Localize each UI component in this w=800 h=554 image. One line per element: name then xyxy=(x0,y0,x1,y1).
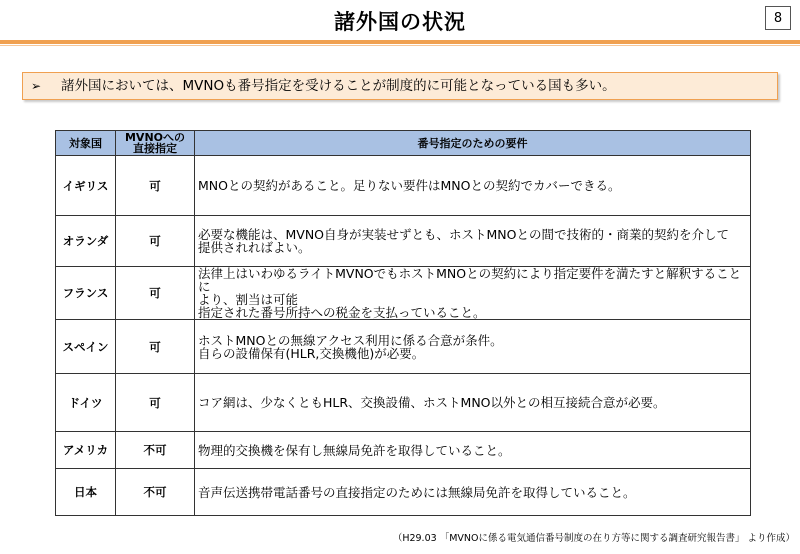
requirements-cell xyxy=(195,320,751,374)
summary-text: 諸外国においては、MVNOも番号指定を受けることが制度的に可能となっている国も多い。 xyxy=(61,78,616,94)
direct-assignment-cell: 可 xyxy=(116,320,195,374)
title-divider-thin xyxy=(0,45,800,46)
page-number: 8 xyxy=(765,6,791,30)
requirements-cell xyxy=(195,156,751,216)
requirements-cell xyxy=(195,469,751,516)
requirements-cell xyxy=(195,267,751,320)
requirement-line: 法律上はいわゆるライトMVNOでもホストMNOとの契約により指定要件を満たすと解釈することに xyxy=(198,266,742,294)
requirement-line: 自らの設備保有(HLR,交換機他)が必要。 xyxy=(198,345,425,361)
country-cell: イギリス xyxy=(56,156,116,216)
direct-assignment-cell: 可 xyxy=(116,156,195,216)
table-header-row xyxy=(56,131,751,156)
header-direct-assignment xyxy=(116,131,195,156)
title-divider xyxy=(0,40,800,44)
table-row xyxy=(56,216,751,267)
arrow-bullet-icon: ➢ xyxy=(31,79,42,93)
table-row xyxy=(56,156,751,216)
header-direct-line2: 直接指定 xyxy=(133,142,177,155)
requirement-line: コア網は、少なくともHLR、交換設備、ホストMNO以外との相互接続合意が必要。 xyxy=(198,395,666,410)
requirements-table xyxy=(55,130,751,516)
country-cell: フランス xyxy=(56,267,116,320)
requirement-line: 音声伝送携帯電話番号の直接指定のためには無線局免許を取得していること。 xyxy=(198,484,636,500)
table-body xyxy=(56,156,751,516)
country-cell: オランダ xyxy=(56,216,116,267)
direct-assignment-cell: 可 xyxy=(116,216,195,267)
country-cell: ドイツ xyxy=(56,374,116,432)
requirement-line: より、割当は可能 xyxy=(198,292,299,307)
table-row xyxy=(56,374,751,432)
table-row xyxy=(56,267,751,320)
requirement-line: 指定された番号所持への税金を支払っていること。 xyxy=(198,305,486,320)
country-cell: 日本 xyxy=(56,469,116,516)
requirements-cell xyxy=(195,216,751,267)
direct-assignment-cell: 可 xyxy=(116,374,195,432)
requirement-line: 必要な機能は、MVNO自身が実装せずとも、ホストMNOとの間で技術的・商業的契約を介して xyxy=(198,227,730,242)
requirement-line: MNOとの契約があること。足りない要件はMNOとの契約でカバーできる。 xyxy=(198,178,621,193)
requirement-line: ホストMNOとの無線アクセス利用に係る合意が条件。 xyxy=(198,332,503,348)
direct-assignment-cell: 不可 xyxy=(116,432,195,469)
country-cell: スペイン xyxy=(56,320,116,374)
header-country: 対象国 xyxy=(56,131,116,156)
table-row xyxy=(56,432,751,469)
country-cell: アメリカ xyxy=(56,432,116,469)
page-title: 諸外国の状況 xyxy=(334,10,466,34)
requirements-cell xyxy=(195,432,751,469)
requirement-line: 物理的交換機を保有し無線局免許を取得していること。 xyxy=(198,442,511,458)
source-note: （H29.03 「MVNOに係る電気通信番号制度の在り方等に関する調査研究報告書」 より作成） xyxy=(392,533,795,544)
header-direct-line1: MVNOへの xyxy=(124,131,186,144)
table-row xyxy=(56,320,751,374)
requirement-line: 提供されればよい。 xyxy=(198,240,311,255)
requirements-cell xyxy=(195,374,751,432)
table-row xyxy=(56,469,751,516)
summary-box xyxy=(22,72,778,100)
header-requirements: 番号指定のための要件 xyxy=(195,131,751,156)
direct-assignment-cell: 可 xyxy=(116,267,195,320)
direct-assignment-cell: 不可 xyxy=(116,469,195,516)
